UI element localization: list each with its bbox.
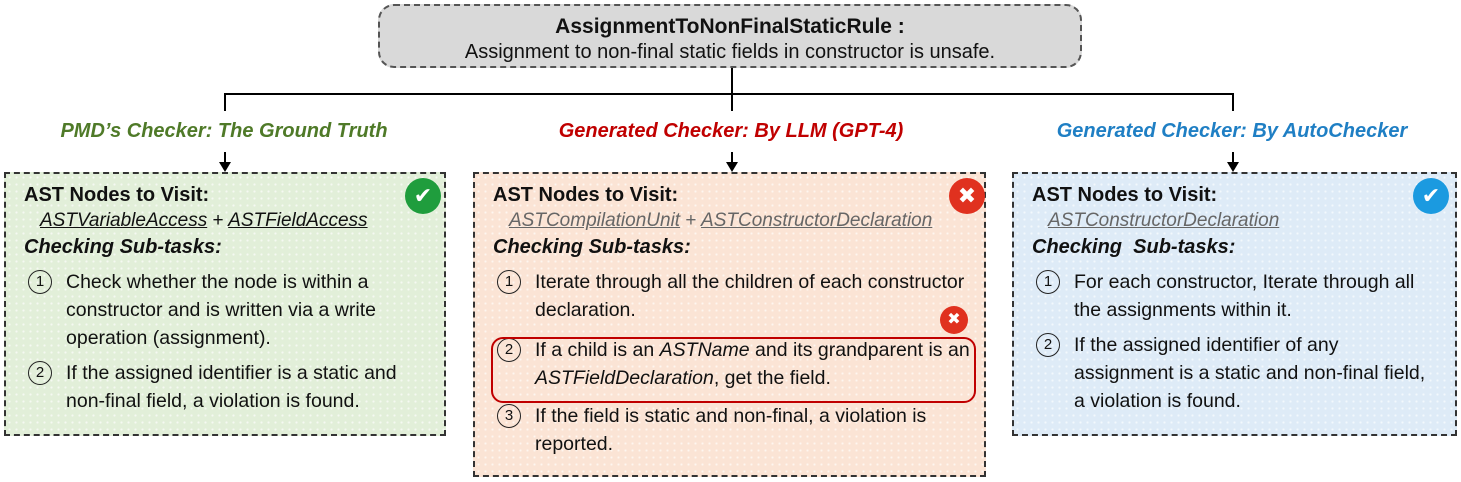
check-icon: ✔ — [1413, 178, 1449, 214]
caption-llm: Generated Checker: By LLM (GPT-4) — [558, 120, 904, 142]
cross-icon: ✖ — [940, 306, 968, 334]
incorrect-subtask-highlight — [491, 337, 976, 403]
plus-sign: + — [212, 210, 224, 231]
step-number: 1 — [1036, 270, 1060, 294]
rule-description: Assignment to non-final static fields in constructor is unsafe. — [464, 41, 996, 63]
step-number: 2 — [1036, 333, 1060, 357]
panel-llm-checker — [473, 172, 986, 477]
check-icon: ✔ — [405, 178, 441, 214]
ast-node: ASTConstructorDeclaration — [701, 210, 933, 231]
cross-icon: ✖ — [949, 178, 985, 214]
subtask — [493, 268, 970, 324]
connector-center-bottom — [731, 152, 733, 162]
subtasks-heading: Checking Sub-tasks: — [493, 236, 691, 258]
nodes-list — [1032, 208, 1441, 234]
subtasks-heading: Checking Sub-tasks: — [1032, 236, 1236, 258]
panel-autochecker — [1012, 172, 1457, 436]
rule-box — [378, 4, 1082, 68]
connector-trunk — [731, 68, 733, 94]
subtask-text: If the assigned identifier is a static and non-final field, a violation is found. — [66, 362, 397, 412]
subtask-text: Iterate through all the children of each constructor declaration. — [535, 271, 965, 321]
nodes-heading: AST Nodes to Visit: — [24, 184, 210, 206]
nodes-list — [24, 208, 430, 234]
subtasks-heading: Checking Sub-tasks: — [24, 236, 222, 258]
connector-horizontal — [224, 93, 1234, 95]
step-number: 1 — [28, 270, 52, 294]
step-number: 2 — [28, 361, 52, 385]
arrow-llm — [726, 162, 738, 172]
subtask-text: For each constructor, Iterate through all the assignments within it. — [1074, 271, 1415, 321]
plus-sign: + — [685, 210, 697, 231]
arrow-auto — [1227, 162, 1239, 172]
rule-title: AssignmentToNonFinalStaticRule : — [555, 15, 905, 38]
subtask-text: Check whether the node is within a constructor and is written via a write operation (assignment). — [66, 271, 376, 349]
step-number: 3 — [497, 404, 521, 428]
caption-pmd: PMD’s Checker: The Ground Truth — [60, 120, 388, 142]
step-number: 1 — [497, 270, 521, 294]
subtask — [24, 359, 430, 415]
connector-right-top — [1232, 93, 1234, 111]
subtask-text: If the field is static and non-final, a violation is reported. — [535, 405, 927, 455]
nodes-heading: AST Nodes to Visit: — [493, 184, 679, 206]
ast-node: ASTVariableAccess — [40, 210, 208, 231]
ast-node: ASTFieldAccess — [228, 210, 368, 231]
nodes-heading: AST Nodes to Visit: — [1032, 184, 1218, 206]
step-number: 2 — [497, 338, 521, 362]
subtask-text: If a child is an ASTName and its grandparent is an ASTFieldDeclaration, get the field. — [535, 339, 970, 389]
caption-auto: Generated Checker: By AutoChecker — [1056, 120, 1408, 142]
arrow-pmd — [219, 162, 231, 172]
subtask — [24, 268, 430, 352]
subtask — [1032, 268, 1441, 324]
connector-center-top — [731, 93, 733, 111]
panel-pmd-checker — [4, 172, 446, 436]
connector-left-bottom — [224, 152, 226, 162]
connector-right-bottom — [1232, 152, 1234, 162]
subtask-text: If the assigned identifier of any assignment is a static and non-final field, a violation is found. — [1074, 334, 1426, 412]
connector-left-top — [224, 93, 226, 111]
nodes-list — [493, 208, 970, 234]
subtask — [1032, 331, 1441, 415]
subtask — [493, 402, 970, 458]
ast-node: ASTCompilationUnit — [509, 210, 681, 231]
ast-node: ASTConstructorDeclaration — [1048, 210, 1280, 231]
